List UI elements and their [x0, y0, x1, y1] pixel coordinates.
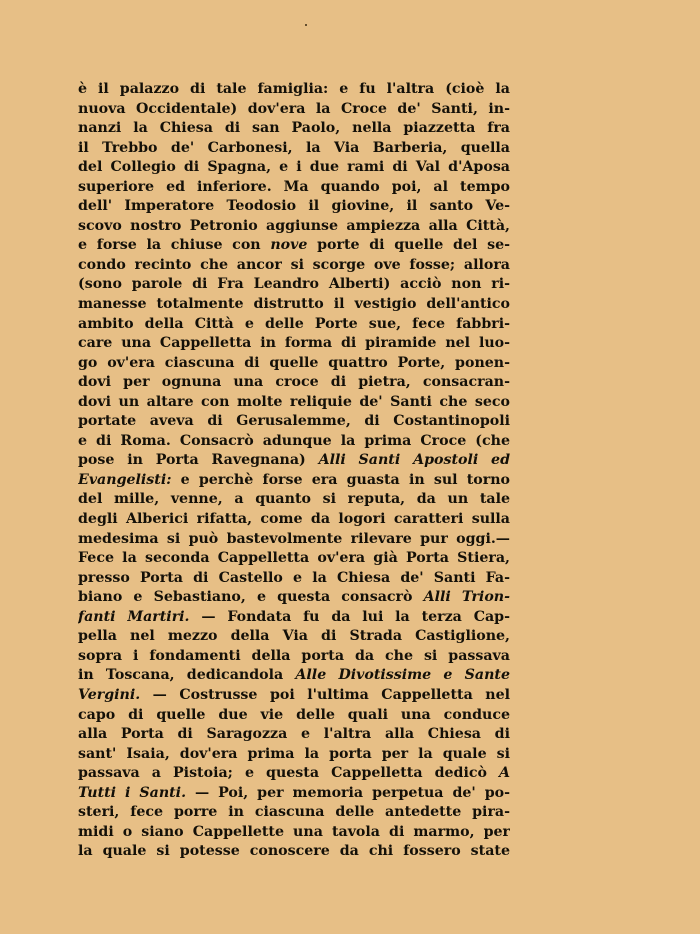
text-line	[78, 451, 510, 471]
text-line	[78, 569, 510, 589]
text-segment: dovi un altare con molte reliquie de' Santi che seco	[78, 393, 510, 410]
text-line	[78, 471, 510, 491]
text-line	[78, 315, 510, 335]
text-line	[78, 354, 510, 374]
text-segment: go ov'era ciascuna di quelle quattro Porte, ponen-	[78, 354, 510, 371]
body-text	[78, 80, 510, 862]
italic-segment: Alli Trion-	[423, 589, 510, 606]
ink-speck	[305, 24, 307, 26]
text-segment: pose in Porta Ravegnana)	[78, 452, 319, 469]
text-line	[78, 158, 510, 178]
text-segment: ambito della Città e delle Porte sue, fece fabbri-	[78, 315, 510, 332]
text-line	[78, 393, 510, 413]
italic-segment: Evangelisti:	[78, 471, 172, 488]
text-line	[78, 490, 510, 510]
text-segment: alla Porta di Saragozza e l'altra alla Chiesa di	[78, 726, 510, 743]
text-segment: del Collegio di Spagna, e i due rami di Val d'Aposa	[78, 159, 510, 176]
text-line	[78, 256, 510, 276]
text-line	[78, 139, 510, 159]
text-segment: porte di quelle del se-	[307, 237, 510, 254]
text-segment: passava a Pistoia; e questa Cappelletta dedicò	[78, 765, 499, 782]
text-line	[78, 80, 510, 100]
text-line	[78, 412, 510, 432]
text-line	[78, 119, 510, 139]
text-line	[78, 588, 510, 608]
text-line	[78, 295, 510, 315]
text-segment: dell' Imperatore Teodosio il giovine, il santo Ve-	[78, 198, 510, 215]
text-segment: superiore ed inferiore. Ma quando poi, al tempo	[78, 178, 510, 195]
text-segment: sant' Isaia, dov'era prima la porta per la quale si	[78, 745, 510, 762]
text-segment: — Poi, per memoria perpetua de' po-	[186, 784, 510, 801]
text-line	[78, 647, 510, 667]
text-line	[78, 197, 510, 217]
text-segment: biano e Sebastiano, e questa consacrò	[78, 589, 424, 606]
text-segment: manesse totalmente distrutto il vestigio dell'antico	[78, 296, 510, 313]
text-segment: sopra i fondamenti della porta da che si passava	[78, 647, 510, 664]
text-segment: — Costrusse poi l'ultima Cappelletta nel	[140, 686, 510, 703]
italic-segment: A	[498, 765, 510, 782]
text-segment: midi o siano Cappellette una tavola di marmo, per	[78, 823, 510, 840]
text-segment: e perchè forse era guasta in sul torno	[171, 471, 510, 488]
text-segment: (sono parole di Fra Leandro Alberti) acciò non ri-	[78, 276, 510, 293]
text-line	[78, 178, 510, 198]
text-line	[78, 764, 510, 784]
text-line	[78, 608, 510, 628]
italic-segment: Tutti i Santi.	[78, 784, 187, 801]
text-segment: steri, fece porre in ciascuna delle antedette pira-	[78, 804, 510, 821]
text-line	[78, 334, 510, 354]
text-line	[78, 100, 510, 120]
text-line	[78, 549, 510, 569]
text-line	[78, 784, 510, 804]
text-segment: nanzi la Chiesa di san Paolo, nella piazzetta fra	[78, 120, 510, 137]
text-segment: la quale si potesse conoscere da chi fossero state	[78, 843, 510, 860]
text-segment: nuova Occidentale) dov'era la Croce de' Santi, in-	[78, 100, 510, 117]
italic-segment: Vergini.	[78, 686, 141, 703]
text-line	[78, 236, 510, 256]
text-segment: il Trebbo de' Carbonesi, la Via Barberia, quella	[78, 139, 510, 156]
text-line	[78, 745, 510, 765]
italic-segment: nove	[270, 237, 308, 254]
text-segment: pella nel mezzo della Via di Strada Castiglione,	[78, 628, 510, 645]
text-line	[78, 432, 510, 452]
text-segment: medesima si può bastevolmente rilevare pur oggi.—	[78, 530, 510, 547]
text-segment: capo di quelle due vie delle quali una conduce	[78, 706, 510, 723]
text-segment: presso Porta di Castello e la Chiesa de' Santi Fa-	[78, 569, 510, 586]
text-segment: scovo nostro Petronio aggiunse ampiezza alla Città,	[78, 217, 510, 234]
italic-segment: fanti Martiri.	[78, 608, 190, 625]
text-segment: dovi per ognuna una croce di pietra, consacran-	[78, 374, 510, 391]
text-line	[78, 686, 510, 706]
text-segment: degli Alberici rifatta, come da logori caratteri sulla	[78, 511, 510, 528]
text-segment: condo recinto che ancor si scorge ove fosse; allora	[78, 256, 510, 273]
text-segment: portate aveva di Gerusalemme, di Costantinopoli	[78, 413, 510, 430]
italic-segment: Alli Santi Apostoli ed	[318, 452, 510, 469]
text-line	[78, 725, 510, 745]
text-segment: Fece la seconda Cappelletta ov'era già Porta Stiera,	[78, 550, 510, 567]
text-line	[78, 842, 510, 862]
text-segment: in Toscana, dedicandola	[78, 667, 296, 684]
text-segment: — Fondata fu da lui la terza Cap-	[189, 608, 510, 625]
text-line	[78, 803, 510, 823]
italic-segment: Alle Divotissime e Sante	[295, 667, 510, 684]
text-line	[78, 530, 510, 550]
text-line	[78, 666, 510, 686]
text-segment: e forse la chiuse con	[78, 237, 271, 254]
text-segment: è il palazzo di tale famiglia: e fu l'altra (cioè la	[78, 81, 510, 97]
text-line	[78, 627, 510, 647]
text-line	[78, 275, 510, 295]
text-line	[78, 823, 510, 843]
text-segment: care una Cappelletta in forma di piramide nel luo-	[78, 335, 510, 352]
text-line	[78, 373, 510, 393]
text-line	[78, 217, 510, 237]
text-line	[78, 706, 510, 726]
text-segment: del mille, venne, a quanto si reputa, da un tale	[78, 491, 510, 508]
text-line	[78, 510, 510, 530]
text-segment: e di Roma. Consacrò adunque la prima Croce (che	[78, 432, 510, 449]
